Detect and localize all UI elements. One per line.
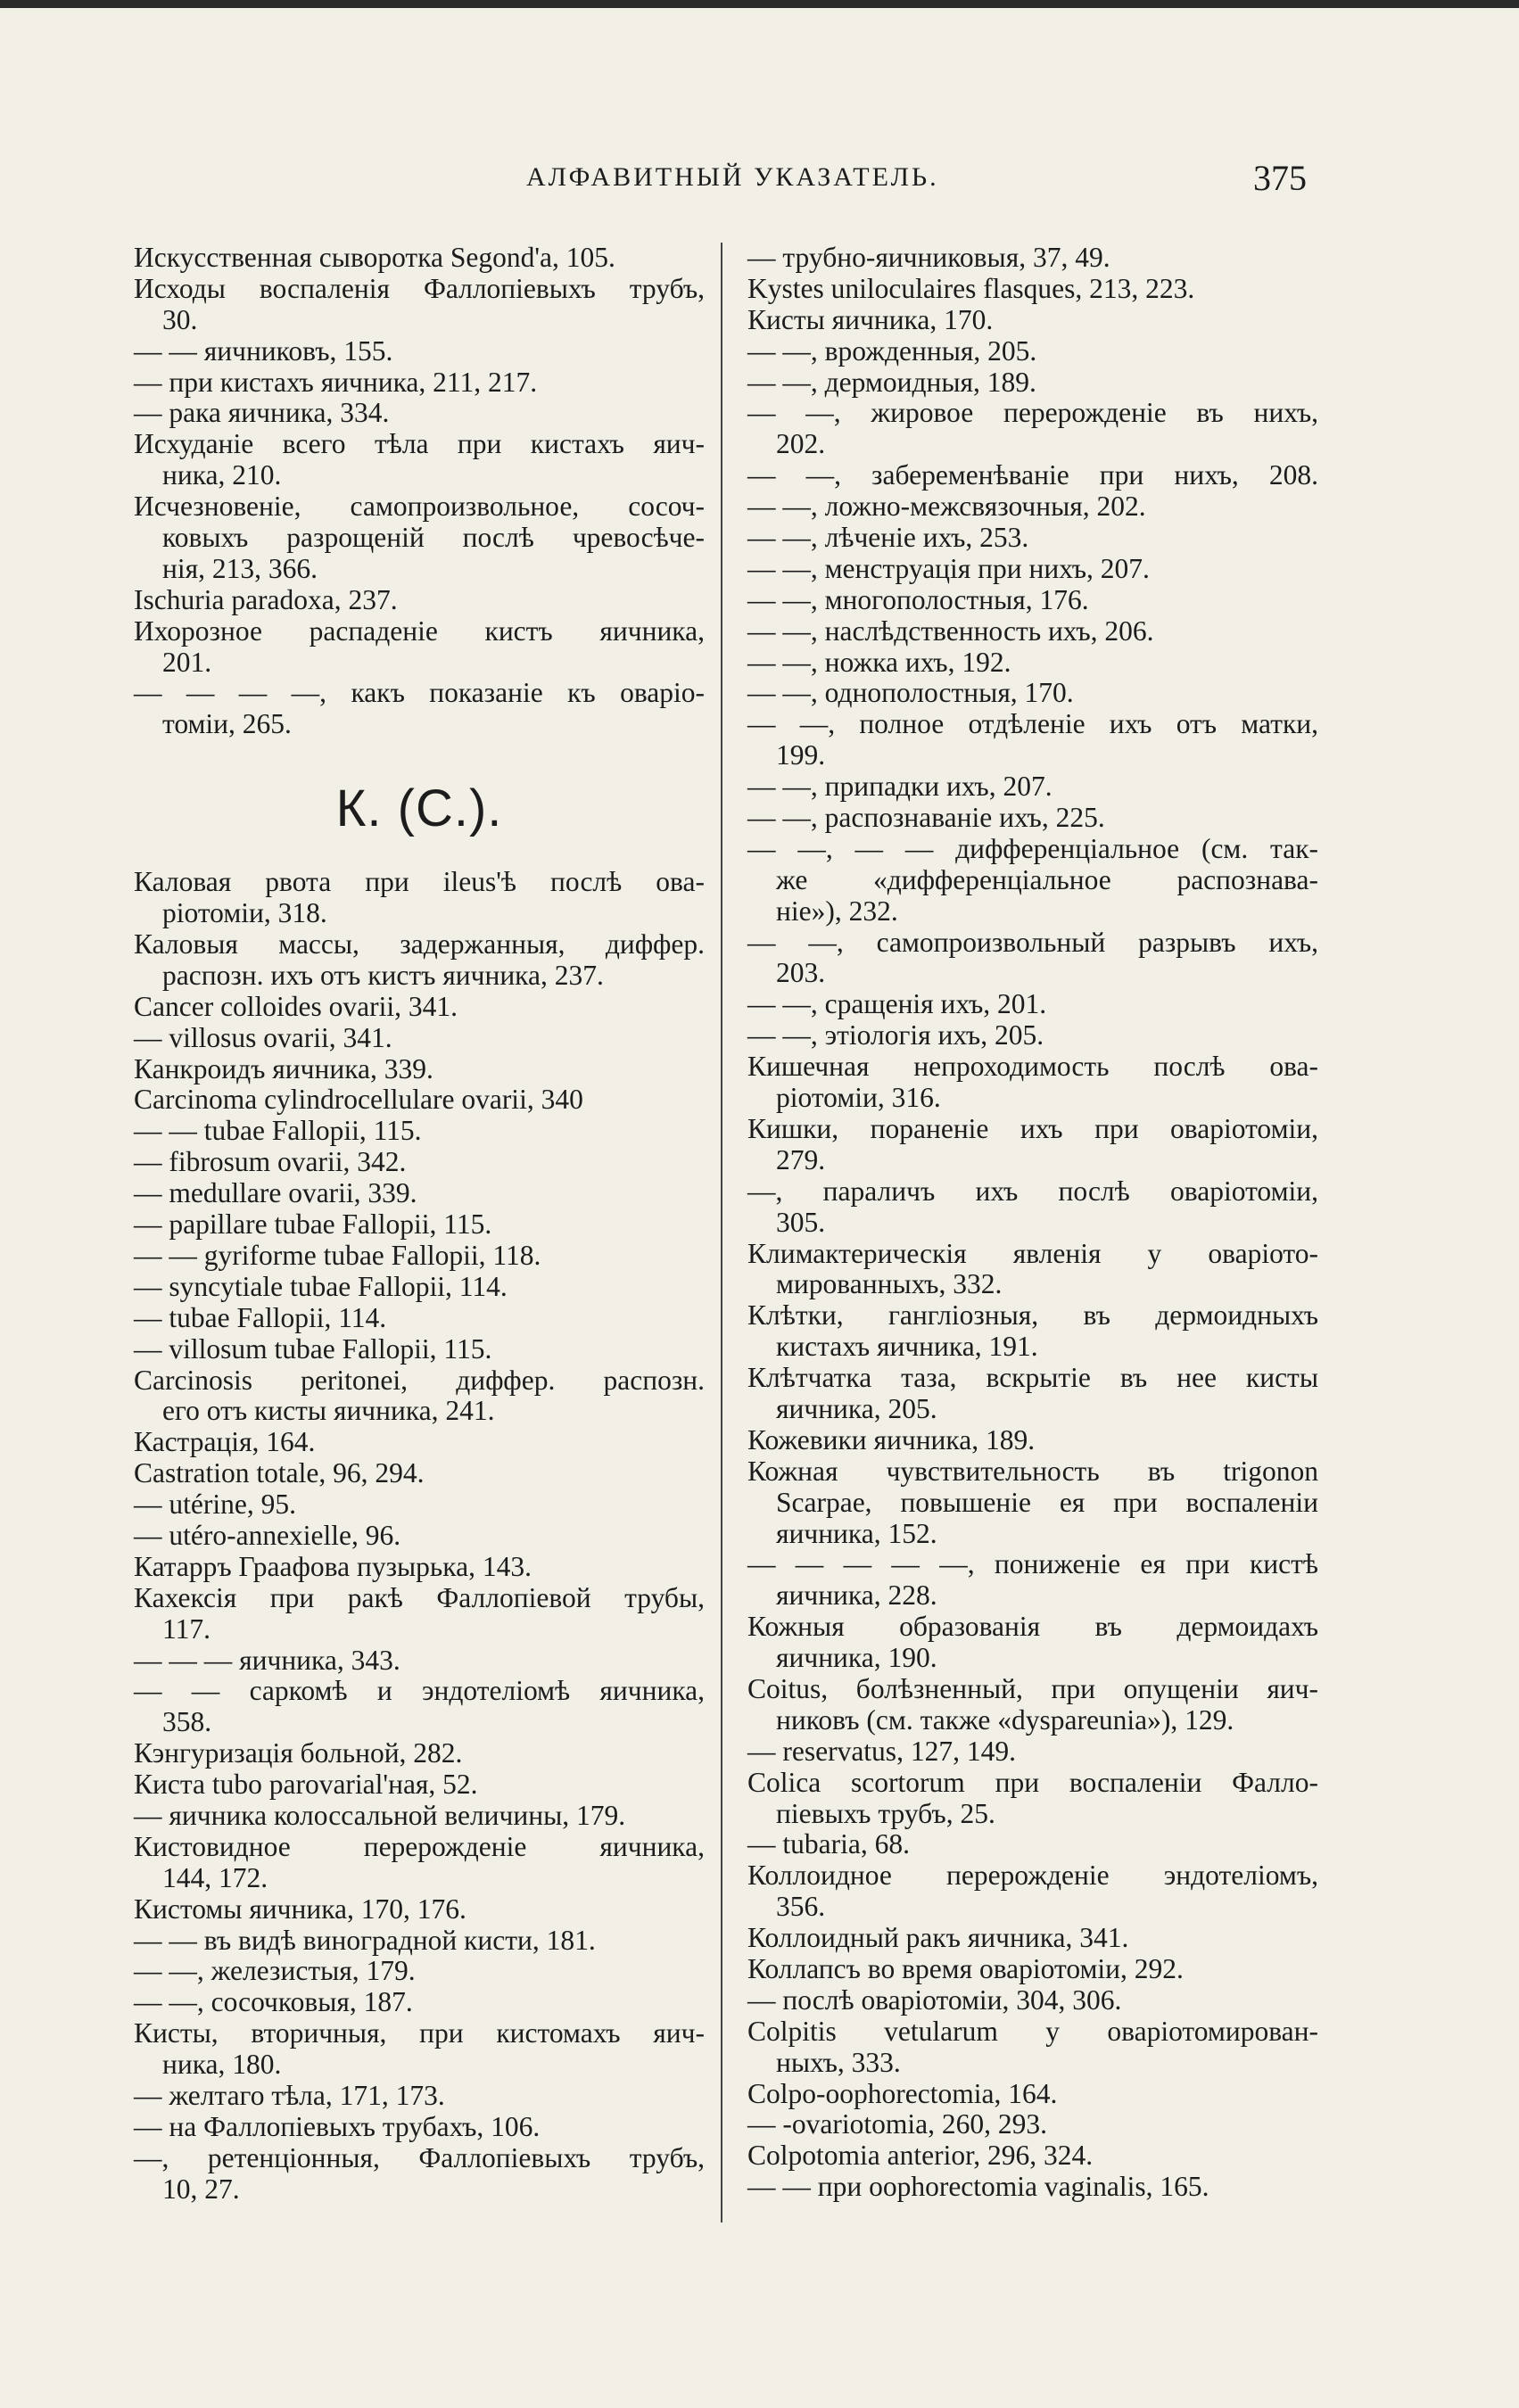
left-top-entries: [134, 243, 705, 740]
index-line: — — яичниковъ, 155.: [134, 334, 393, 367]
index-line: — послѣ оваріотоміи, 304, 306.: [747, 1983, 1122, 2016]
running-head: АЛФАВИТНЫЙ УКАЗАТЕЛЬ.: [526, 162, 939, 192]
index-line: Кисты, вторичныя, при кистомахъ яич-: [134, 2017, 705, 2049]
index-line: — —, припадки ихъ, 207.: [747, 771, 1053, 803]
index-line: Кожная чувствительность въ trigonon: [747, 1455, 1318, 1487]
index-line: Катарръ Граафова пузырька, 143.: [134, 1550, 532, 1582]
index-line: распозн. ихъ отъ кистъ яичника, 237.: [162, 959, 604, 991]
index-line: — —, забеременѣваніе при нихъ, 208.: [747, 459, 1318, 491]
index-line: — reservatus, 127, 149.: [747, 1735, 1016, 1767]
index-line: — —, менструація при нихъ, 207.: [747, 552, 1150, 584]
index-line: ковыхъ разрощеній послѣ чревосѣче-: [162, 522, 705, 554]
right-entries: [747, 243, 1318, 2203]
index-line: — fibrosum ovarii, 342.: [134, 1146, 407, 1178]
index-line: — -ovariotomia, 260, 293.: [747, 2108, 1047, 2140]
index-line: Кишечная непроходимость послѣ ова-: [747, 1051, 1318, 1083]
index-line: — papillare tubae Fallopii, 115.: [134, 1208, 492, 1241]
index-line: — — при oophorectomia vaginalis, 165.: [747, 2171, 1209, 2203]
index-line: — —, этіологія ихъ, 205.: [747, 1019, 1044, 1051]
index-line: Ихорозное распаденіе кистъ яичника,: [134, 614, 705, 647]
index-line: — —, самопроизвольный разрывъ ихъ,: [747, 926, 1318, 958]
index-line: Клѣтчатка таза, вскрытіе въ нее кисты: [747, 1362, 1318, 1394]
index-line: 201.: [162, 646, 212, 678]
index-line: — tubae Fallopii, 114.: [134, 1301, 387, 1333]
index-line: Кисты яичника, 170.: [747, 303, 994, 335]
index-line: — utérine, 95.: [134, 1489, 296, 1521]
index-line: — —, ножка ихъ, 192.: [747, 646, 1011, 678]
index-line: 305.: [776, 1206, 826, 1238]
index-line: Carcinoma cylindrocellulare ovarii, 340: [134, 1084, 583, 1116]
index-line: — medullare ovarii, 339.: [134, 1177, 417, 1209]
index-line: — syncytiale tubae Fallopii, 114.: [134, 1270, 508, 1302]
index-line: — — tubae Fallopii, 115.: [134, 1115, 422, 1147]
index-line: ника, 210.: [162, 459, 282, 491]
index-line: Кожевики яичника, 189.: [747, 1423, 1036, 1456]
index-line: нія, 213, 366.: [162, 552, 318, 584]
index-line: 30.: [162, 303, 198, 335]
index-line: піевыхъ трубъ, 25.: [776, 1797, 995, 1829]
column-divider: [721, 243, 722, 2222]
index-line: — — gyriforme tubae Fallopii, 118.: [134, 1239, 541, 1271]
index-line: 203.: [776, 957, 826, 989]
index-line: кистахъ яичника, 191.: [776, 1331, 1038, 1363]
index-line: — —, сосочковыя, 187.: [134, 1986, 413, 2018]
index-line: — трубно-яичниковыя, 37, 49.: [747, 242, 1110, 273]
index-line: — —, полное отдѣленіе ихъ отъ матки,: [747, 708, 1318, 740]
index-line: — villosum tubae Fallopii, 115.: [134, 1332, 492, 1365]
index-line: — — — яичника, 343.: [134, 1644, 400, 1676]
index-line: его отъ кисты яичника, 241.: [162, 1395, 495, 1427]
index-line: — яичника колоссальной величины, 179.: [134, 1799, 626, 1831]
index-line: — —, распознаваніе ихъ, 225.: [747, 802, 1105, 834]
index-line: — — — — —, пониженіе ея при кистѣ: [747, 1548, 1318, 1580]
index-line: — — въ видѣ виноградной кисти, 181.: [134, 1924, 596, 1956]
index-line: — желтаго тѣла, 171, 173.: [134, 2079, 445, 2111]
left-column: [134, 243, 705, 2206]
index-line: ника, 180.: [162, 2049, 282, 2081]
index-line: 202.: [776, 428, 826, 460]
index-line: ныхъ, 333.: [776, 2046, 901, 2078]
index-line: —, ретенціонныя, Фаллопіевыхъ трубъ,: [134, 2141, 705, 2173]
index-line: — —, жировое перерожденіе въ нихъ,: [747, 397, 1318, 429]
index-line: — utéro-annexielle, 96.: [134, 1519, 401, 1551]
left-bottom-entries: [134, 867, 705, 2205]
index-line: Климактерическія явленія у оваріото-: [747, 1237, 1318, 1269]
index-line: Коллоидное перерожденіе эндотеліомъ,: [747, 1860, 1318, 1892]
index-line: Искусственная сыворотка Segond'a, 105.: [134, 242, 615, 273]
index-line: Киста tubo parovarial'ная, 52.: [134, 1769, 478, 1801]
index-line: Кахексія при ракѣ Фаллопіевой трубы,: [134, 1581, 705, 1613]
index-line: Colica scortorum при воспаленіи Фалло-: [747, 1766, 1318, 1798]
index-line: — — — —, какъ показаніе къ оваріо-: [134, 677, 705, 709]
index-line: — —, сращенія ихъ, 201.: [747, 988, 1047, 1020]
index-line: Канкроидъ яичника, 339.: [134, 1052, 433, 1084]
index-line: ріотоміи, 316.: [776, 1082, 941, 1114]
page-top-edge: [0, 0, 1519, 8]
index-line: Клѣтки, гангліозныя, въ дермоидныхъ: [747, 1299, 1318, 1332]
index-line: 144, 172.: [162, 1861, 268, 1893]
index-line: Исчезновеніе, самопроизвольное, сосоч-: [134, 491, 705, 523]
index-line: — на Фаллопіевыхъ трубахъ, 106.: [134, 2110, 541, 2142]
index-line: Коллоидный ракъ яичника, 341.: [747, 1922, 1129, 1954]
index-line: — —, врожденныя, 205.: [747, 334, 1037, 367]
index-line: же «дифференціальное распознава-: [776, 863, 1318, 895]
index-line: Ischuria paradoxa, 237.: [134, 583, 398, 615]
index-line: — при кистахъ яичника, 211, 217.: [134, 366, 538, 398]
index-line: Colpo-oophorectomia, 164.: [747, 2077, 1058, 2109]
index-line: 199.: [776, 739, 826, 771]
index-line: Исхуданіе всего тѣла при кистахъ яич-: [134, 428, 705, 460]
index-line: яичника, 205.: [776, 1392, 937, 1424]
index-line: яичника, 228.: [776, 1579, 937, 1612]
right-column: [747, 243, 1318, 2203]
index-line: ріотоміи, 318.: [162, 897, 327, 929]
index-line: Исходы воспаленія Фаллопіевыхъ трубъ,: [134, 272, 705, 304]
index-line: Каловая рвота при ileus'ѣ послѣ ова-: [134, 866, 705, 898]
index-line: —, параличъ ихъ послѣ оваріотоміи,: [747, 1175, 1318, 1207]
index-line: — —, железистыя, 179.: [134, 1955, 416, 1987]
index-line: Кистовидное перерожденіе яичника,: [134, 1830, 705, 1862]
index-line: — tubaria, 68.: [747, 1828, 910, 1860]
index-line: Castration totale, 96, 294.: [134, 1457, 425, 1489]
index-line: томіи, 265.: [162, 708, 292, 740]
index-line: 356.: [776, 1891, 826, 1923]
index-line: 358.: [162, 1706, 212, 1738]
index-line: мированныхъ, 332.: [776, 1268, 1003, 1300]
index-line: 10, 27.: [162, 2173, 240, 2205]
index-line: Кистомы яичника, 170, 176.: [134, 1893, 466, 1925]
index-line: ніе»), 232.: [776, 895, 898, 927]
index-line: Kystes uniloculaires flasques, 213, 223.: [747, 272, 1195, 304]
index-line: никовъ (см. также «dyspareunia»), 129.: [776, 1703, 1234, 1736]
index-line: Кишки, пораненіе ихъ при оваріотоміи,: [747, 1112, 1318, 1144]
index-line: — —, дермоидныя, 189.: [747, 366, 1036, 398]
index-line: Colpotomia anterior, 296, 324.: [747, 2140, 1094, 2172]
index-line: Каловыя массы, задержанныя, диффер.: [134, 928, 705, 961]
index-line: — —, наслѣдственность ихъ, 206.: [747, 614, 1154, 647]
index-line: — —, лѣченіе ихъ, 253.: [747, 522, 1029, 554]
index-line: яичника, 152.: [776, 1517, 937, 1549]
index-line: Coitus, болѣзненный, при опущеніи яич-: [747, 1672, 1318, 1704]
index-line: Colpitis vetularum у оваріотомирован-: [747, 2015, 1318, 2047]
index-line: Carcinosis peritonei, диффер. распозн.: [134, 1364, 705, 1396]
page-number: 375: [1253, 158, 1307, 198]
index-line: яичника, 190.: [776, 1642, 937, 1674]
index-line: — —, многополостныя, 176.: [747, 583, 1089, 615]
section-heading: К. (C.).: [335, 779, 503, 838]
index-line: Коллапсъ во время оваріотоміи, 292.: [747, 1952, 1184, 1984]
index-line: Кастрація, 164.: [134, 1426, 316, 1458]
index-line: Кожныя образованія въ дермоидахъ: [747, 1611, 1318, 1643]
index-line: 279.: [776, 1143, 826, 1175]
index-line: — —, ложно-межсвязочныя, 202.: [747, 491, 1146, 523]
index-line: 117.: [162, 1612, 211, 1645]
index-line: Кэнгуризація больной, 282.: [134, 1737, 463, 1769]
index-line: — рака яичника, 334.: [134, 397, 390, 429]
index-line: Cancer colloides ovarii, 341.: [134, 990, 458, 1022]
index-line: — villosus ovarii, 341.: [134, 1021, 392, 1053]
index-line: — —, — — дифференціальное (см. так-: [747, 832, 1318, 864]
index-line: — —, однополостныя, 170.: [747, 677, 1074, 709]
index-line: Scarpae, повышеніе ея при воспаленіи: [776, 1486, 1318, 1518]
index-line: — — саркомѣ и эндотеліомѣ яичника,: [134, 1675, 705, 1707]
